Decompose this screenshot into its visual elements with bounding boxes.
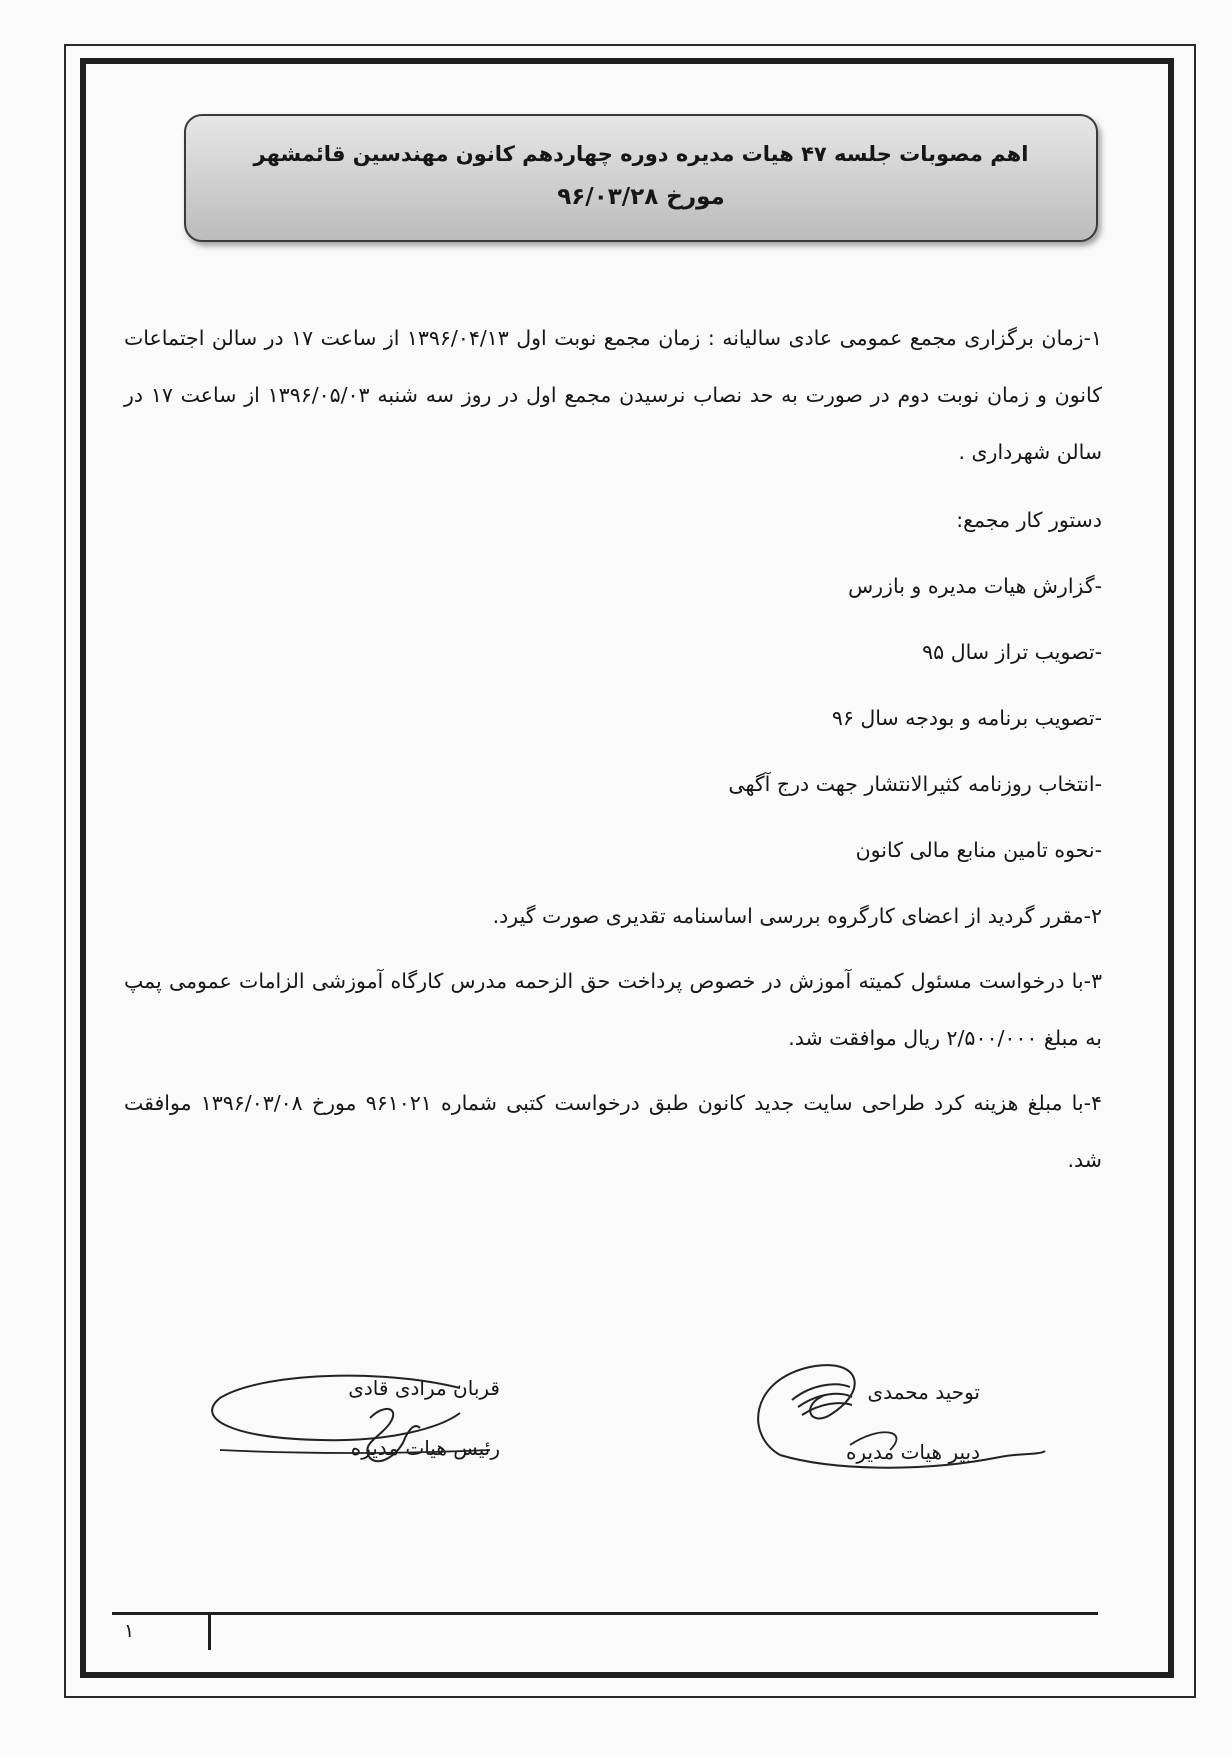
signer-name: قربان مرادی قادی <box>348 1376 500 1400</box>
signer-name: توحید محمدی <box>867 1380 980 1404</box>
agenda-item: -تصویب تراز سال ۹۵ <box>922 640 1102 664</box>
signature-chairman <box>200 1358 520 1488</box>
signer-role: دبیر هیات مدیره <box>845 1440 980 1464</box>
agenda-item: -نحوه تامین منابع مالی کانون <box>855 838 1102 862</box>
footer-rule <box>112 1612 1098 1615</box>
document-body <box>124 310 1102 1189</box>
title-banner <box>184 114 1098 242</box>
document-date: مورخ ۹۶/۰۳/۲۸ <box>557 184 725 210</box>
agenda-item: -گزارش هیات مدیره و بازرس <box>848 574 1102 598</box>
resolution-4: ۴-با مبلغ هزینه کرد طراحی سایت جدید کانون طبق درخواست کتبی شماره ۹۶۱۰۲۱ مورخ ۱۳۹۶/۰۳/۰۸ موافقت شد. <box>124 1091 1102 1172</box>
agenda-item: -تصویب برنامه و بودجه سال ۹۶ <box>831 706 1102 730</box>
document-title: اهم مصوبات جلسه ۴۷ هیات مدیره دوره چهاردهم کانون مهندسین قائمشهر <box>253 142 1029 166</box>
page-number: ۱ <box>124 1620 135 1642</box>
resolution-2: ۲-مقرر گردید از اعضای کارگروه بررسی اساسنامه تقدیری صورت گیرد. <box>492 904 1102 928</box>
agenda-title: دستور کار مجمع: <box>956 508 1102 532</box>
signature-secretary <box>740 1345 1060 1495</box>
signer-role: رئیس هیات مدیره <box>350 1436 500 1460</box>
resolution-1: ۱-زمان برگزاری مجمع عمومی عادی سالیانه : زمان مجمع نوبت اول ۱۳۹۶/۰۴/۱۳ از ساعت ۱۷ در سالن اجتماعات کانون و زمان نوبت دوم در صورت به حد نصاب نرسیدن مجمع اول در روز سه شنبه ۱۳۹۶/۰۵/۰۳ از ساعت ۱۷ در سالن شهرداری . <box>124 326 1103 464</box>
agenda-item: -انتخاب روزنامه کثیرالانتشار جهت درج آگهی <box>728 772 1102 796</box>
resolution-3: ۳-با درخواست مسئول کمیته آموزش در خصوص پرداخت حق الزحمه مدرس کارگاه آموزشی الزامات عمومی پمپ به مبلغ ۲/۵۰۰/۰۰۰ ریال موافقت شد. <box>124 969 1102 1050</box>
footer-divider <box>208 1614 211 1650</box>
